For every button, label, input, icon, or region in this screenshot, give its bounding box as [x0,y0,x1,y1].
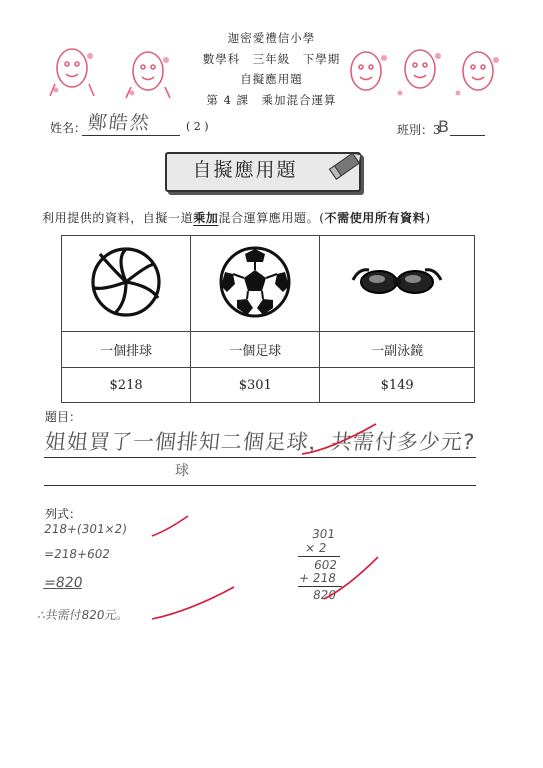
volleyball-icon [86,242,166,322]
name-label: 姓名： [50,121,87,135]
check-mark [300,420,380,462]
working-step-3: =820 [42,575,84,591]
instruction-close: ) [425,211,431,225]
class-line [450,135,485,136]
item-cell [320,236,475,332]
items-table [61,235,475,403]
final-answer: ∴共需付820元。 [36,608,130,622]
check-mark [150,512,192,540]
instruction-prefix: 利用提供的資料，自擬一道 [42,211,194,225]
item-price: $301 [191,368,320,403]
name-line [82,135,180,136]
lesson-title: 第 4 課 乘加混合運算 [206,93,337,107]
student-name: 鄭皓然 [86,112,153,134]
class-label: 班別：3 [397,123,441,137]
working-step-1: 218+(301×2) [43,522,128,536]
question-label: 題目： [45,410,82,424]
vertical-row-5: 820 [312,588,337,602]
instruction-emphasis: 乘加 [193,211,219,225]
item-label: 一個足球 [191,332,320,368]
subject-grade: 數學科 三年級 下學期 [202,52,341,66]
question-handwritten: 姐姐買了一個排知二個足球，共需付多少元? [43,430,477,454]
decorative-face-stamps-right [340,38,510,100]
item-cell [62,236,191,332]
check-mark [150,583,238,623]
instruction-suffix: 混合運算應用題。( [218,211,325,225]
item-label: 一副泳鏡 [320,332,475,368]
answer-line [44,485,476,486]
class-value: B [438,117,449,136]
vertical-row-3: 602 [313,558,338,572]
vertical-row-2: × 2 [304,541,328,555]
worksheet-title: 自擬應用題 [240,72,303,86]
item-cell [191,236,320,332]
working-step-2: =218+602 [43,547,111,561]
vertical-row-1: 301 [311,527,336,541]
decorative-face-stamps-left [40,38,190,100]
instruction [42,209,431,226]
item-price: $149 [320,368,475,403]
pencil-icon [325,146,365,188]
working-label: 列式： [45,507,82,521]
check-mark [322,553,382,603]
school-name: 迦密愛禮信小學 [227,31,316,45]
swim-goggles-icon [349,254,445,310]
answer-line [44,457,476,458]
item-price: $218 [62,368,191,403]
title-banner-text: 自擬應用題 [192,159,298,181]
soccer-ball-icon [215,242,295,322]
item-label: 一個排球 [62,332,191,368]
instruction-note: 不需使用所有資料 [324,211,426,225]
vertical-row-4: + 218 [298,571,337,585]
question-correction: 球 [175,463,189,479]
student-number: ( 2 ) [186,120,209,133]
